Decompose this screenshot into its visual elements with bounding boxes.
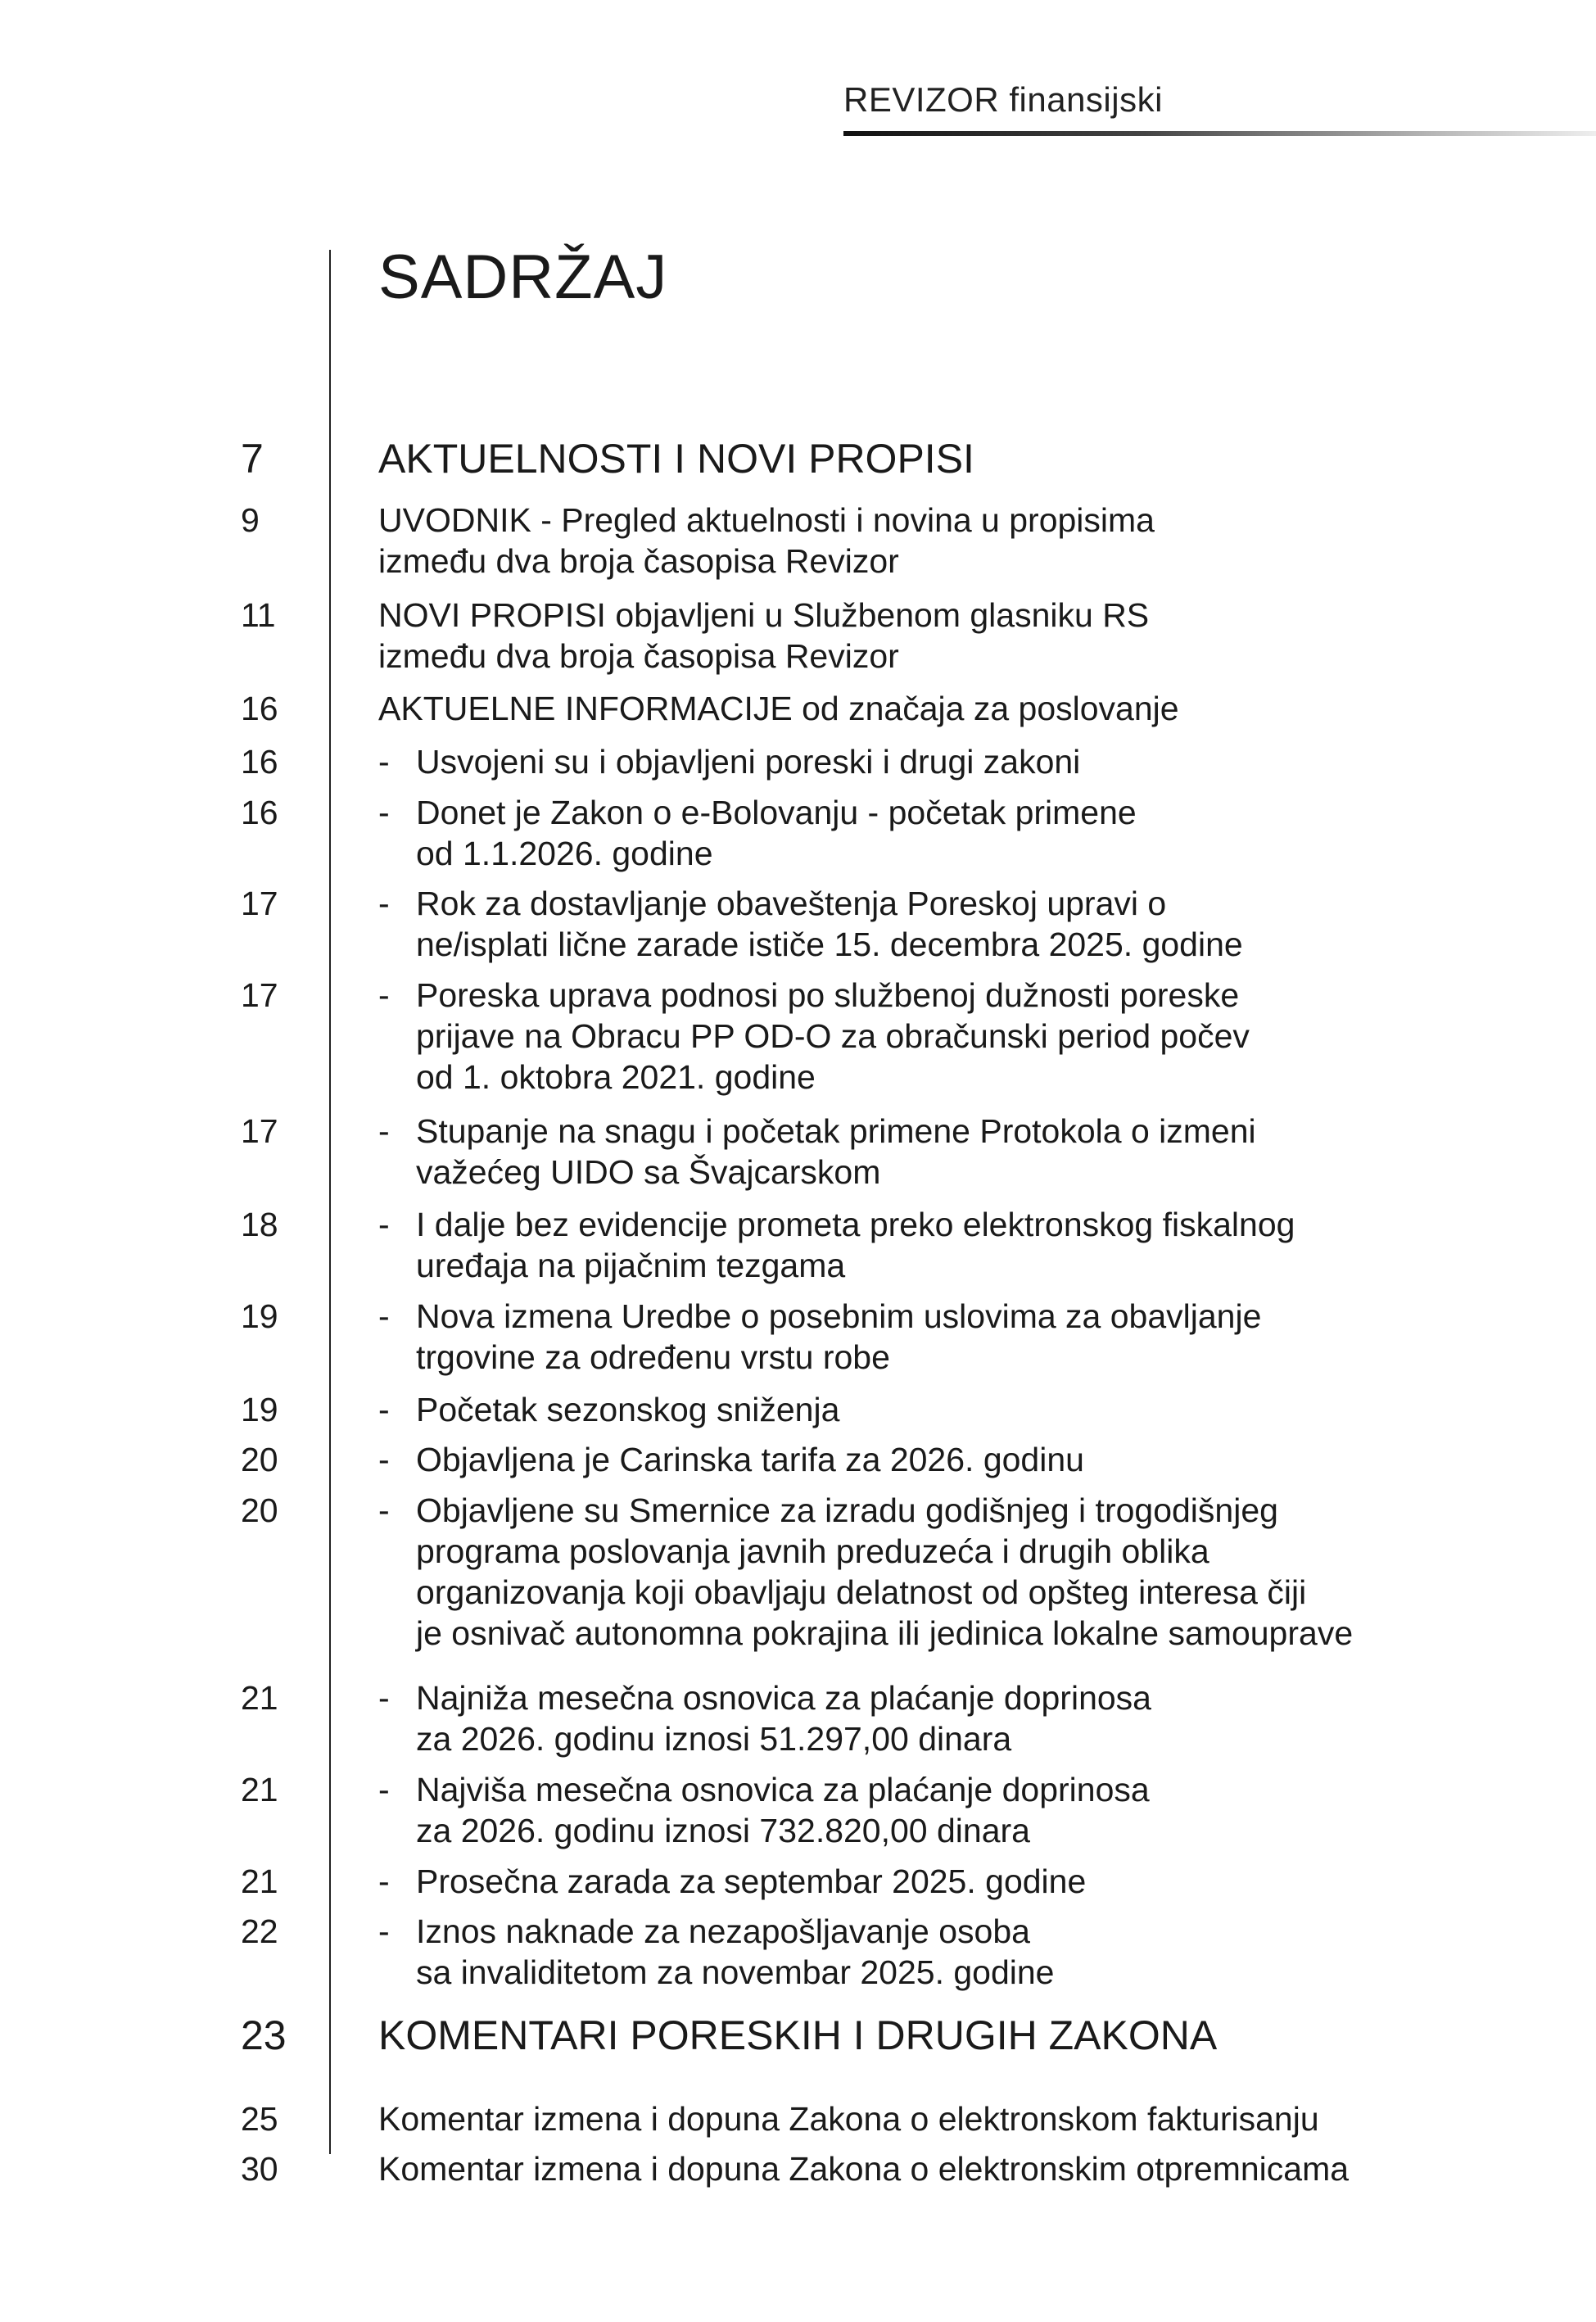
header-rule [843,131,1596,136]
bullet-dash: - [378,1491,390,1529]
bullet-dash: - [378,1679,390,1717]
entry-line: Nova izmena Uredbe o posebnim uslovima za obavljanje [416,1297,1262,1335]
page-number: 20 [241,1441,278,1478]
toc-divider [329,250,331,2154]
entry-title [378,2098,1319,2139]
entry-line: je osnivač autonomna pokrajina ili jedinica lokalne samouprave [416,1614,1354,1652]
entry-title [416,741,1080,782]
entry-line: ne/isplati lične zarade ističe 15. decembra 2025. godine [416,926,1243,963]
entry-line: prijave na Obracu PP OD-O za obračunski period počev [416,1017,1250,1055]
entry-line: I dalje bez evidencije prometa preko elektronskog fiskalnog [416,1206,1295,1243]
entry-title [416,883,1243,965]
page-number: 20 [241,1491,278,1529]
bullet-dash: - [378,1297,390,1335]
page-number: 22 [241,1912,278,1950]
bullet-dash: - [378,1391,390,1428]
entry-line: AKTUELNOSTI I NOVI PROPISI [378,436,974,482]
entry-title [378,595,1149,677]
entry-line: trgovine za određenu vrstu robe [416,1338,890,1376]
entry-line: Iznos naknade za nezapošljavanje osoba [416,1912,1030,1950]
bullet-dash: - [378,1863,390,1900]
entry-title [416,975,1250,1098]
entry-title [416,1861,1086,1902]
running-header: REVIZOR finansijski [843,80,1163,119]
bullet-dash: - [378,794,390,831]
entry-title [378,688,1179,729]
page-number: 16 [241,743,278,781]
entry-line: važećeg UIDO sa Švajcarskom [416,1153,881,1191]
bullet-dash: - [378,885,390,922]
bullet-dash: - [378,1441,390,1478]
entry-line: Najniža mesečna osnovica za plaćanje doprinosa [416,1679,1151,1717]
entry-title [416,792,1137,874]
entry-line: Početak sezonskog sniženja [416,1391,840,1428]
entry-line: Poreska uprava podnosi po službenoj dužnosti poreske [416,976,1240,1014]
entry-title [416,1389,839,1430]
entry-title [416,1204,1295,1286]
entry-line: UVODNIK - Pregled aktuelnosti i novina u propisima [378,501,1155,539]
bullet-dash: - [378,1206,390,1243]
entry-title [378,500,1155,582]
page-number: 11 [241,596,276,634]
entry-title [416,1296,1261,1378]
entry-line: AKTUELNE INFORMACIJE od značaja za poslovanje [378,690,1179,727]
bullet-dash: - [378,1112,390,1150]
entry-title [416,1439,1084,1480]
entry-line: sa invaliditetom za novembar 2025. godine [416,1953,1055,1991]
entry-title [378,2011,1217,2060]
entry-line: Prosečna zarada za septembar 2025. godine [416,1863,1087,1900]
entry-line: Objavljena je Carinska tarifa za 2026. godinu [416,1441,1084,1478]
bullet-dash: - [378,743,390,781]
entry-line: Rok za dostavljanje obaveštenja Poreskoj upravi o [416,885,1167,922]
bullet-dash: - [378,976,390,1014]
page-number: 21 [241,1863,278,1900]
entry-line: Stupanje na snagu i početak primene Protokola o izmeni [416,1112,1256,1150]
entry-line: Donet je Zakon o e-Bolovanju - početak primene [416,794,1137,831]
page-number: 17 [241,1112,278,1150]
entry-title [416,1677,1151,1759]
entry-title [416,1490,1353,1654]
entry-line: između dva broja časopisa Revizor [378,637,899,675]
page-number: 23 [241,2012,287,2058]
entry-title [416,1911,1054,1993]
entry-line: za 2026. godinu iznosi 51.297,00 dinara [416,1720,1012,1758]
entry-line: Najviša mesečna osnovica za plaćanje doprinosa [416,1771,1150,1808]
page-number: 19 [241,1391,278,1428]
entry-line: uređaja na pijačnim tezgama [416,1247,846,1284]
entry-line: organizovanja koji obavljaju delatnost od opšteg interesa čiji [416,1573,1307,1611]
page-number: 25 [241,2100,278,2138]
entry-line: Usvojeni su i objavljeni poreski i drugi zakoni [416,743,1081,781]
entry-line: Komentar izmena i dopuna Zakona o elektronskim otpremnicama [378,2150,1350,2188]
page-number: 19 [241,1297,278,1335]
entry-title [416,1111,1256,1193]
entry-title [378,434,974,483]
page-number: 7 [241,436,264,482]
page-number: 18 [241,1206,278,1243]
entry-line: KOMENTARI PORESKIH I DRUGIH ZAKONA [378,2012,1218,2058]
page-number: 9 [241,501,260,539]
page-title: SADRŽAJ [378,242,668,312]
bullet-dash: - [378,1771,390,1808]
page-number: 17 [241,885,278,922]
entry-title [416,1769,1150,1851]
page-number: 16 [241,794,278,831]
entry-line: od 1.1.2026. godine [416,835,713,872]
entry-line: Objavljene su Smernice za izradu godišnjeg i trogodišnjeg [416,1491,1278,1529]
entry-line: NOVI PROPISI objavljeni u Službenom glasniku RS [378,596,1150,634]
page-number: 21 [241,1679,278,1717]
page-number: 21 [241,1771,278,1808]
entry-line: programa poslovanja javnih preduzeća i drugih oblika [416,1532,1209,1570]
page-number: 30 [241,2150,278,2188]
page-number: 16 [241,690,278,727]
entry-line: između dva broja časopisa Revizor [378,542,899,580]
entry-line: za 2026. godinu iznosi 732.820,00 dinara [416,1812,1030,1849]
bullet-dash: - [378,1912,390,1950]
page-number: 17 [241,976,278,1014]
entry-line: Komentar izmena i dopuna Zakona o elektronskom fakturisanju [378,2100,1319,2138]
entry-title [378,2148,1349,2189]
entry-line: od 1. oktobra 2021. godine [416,1058,816,1096]
